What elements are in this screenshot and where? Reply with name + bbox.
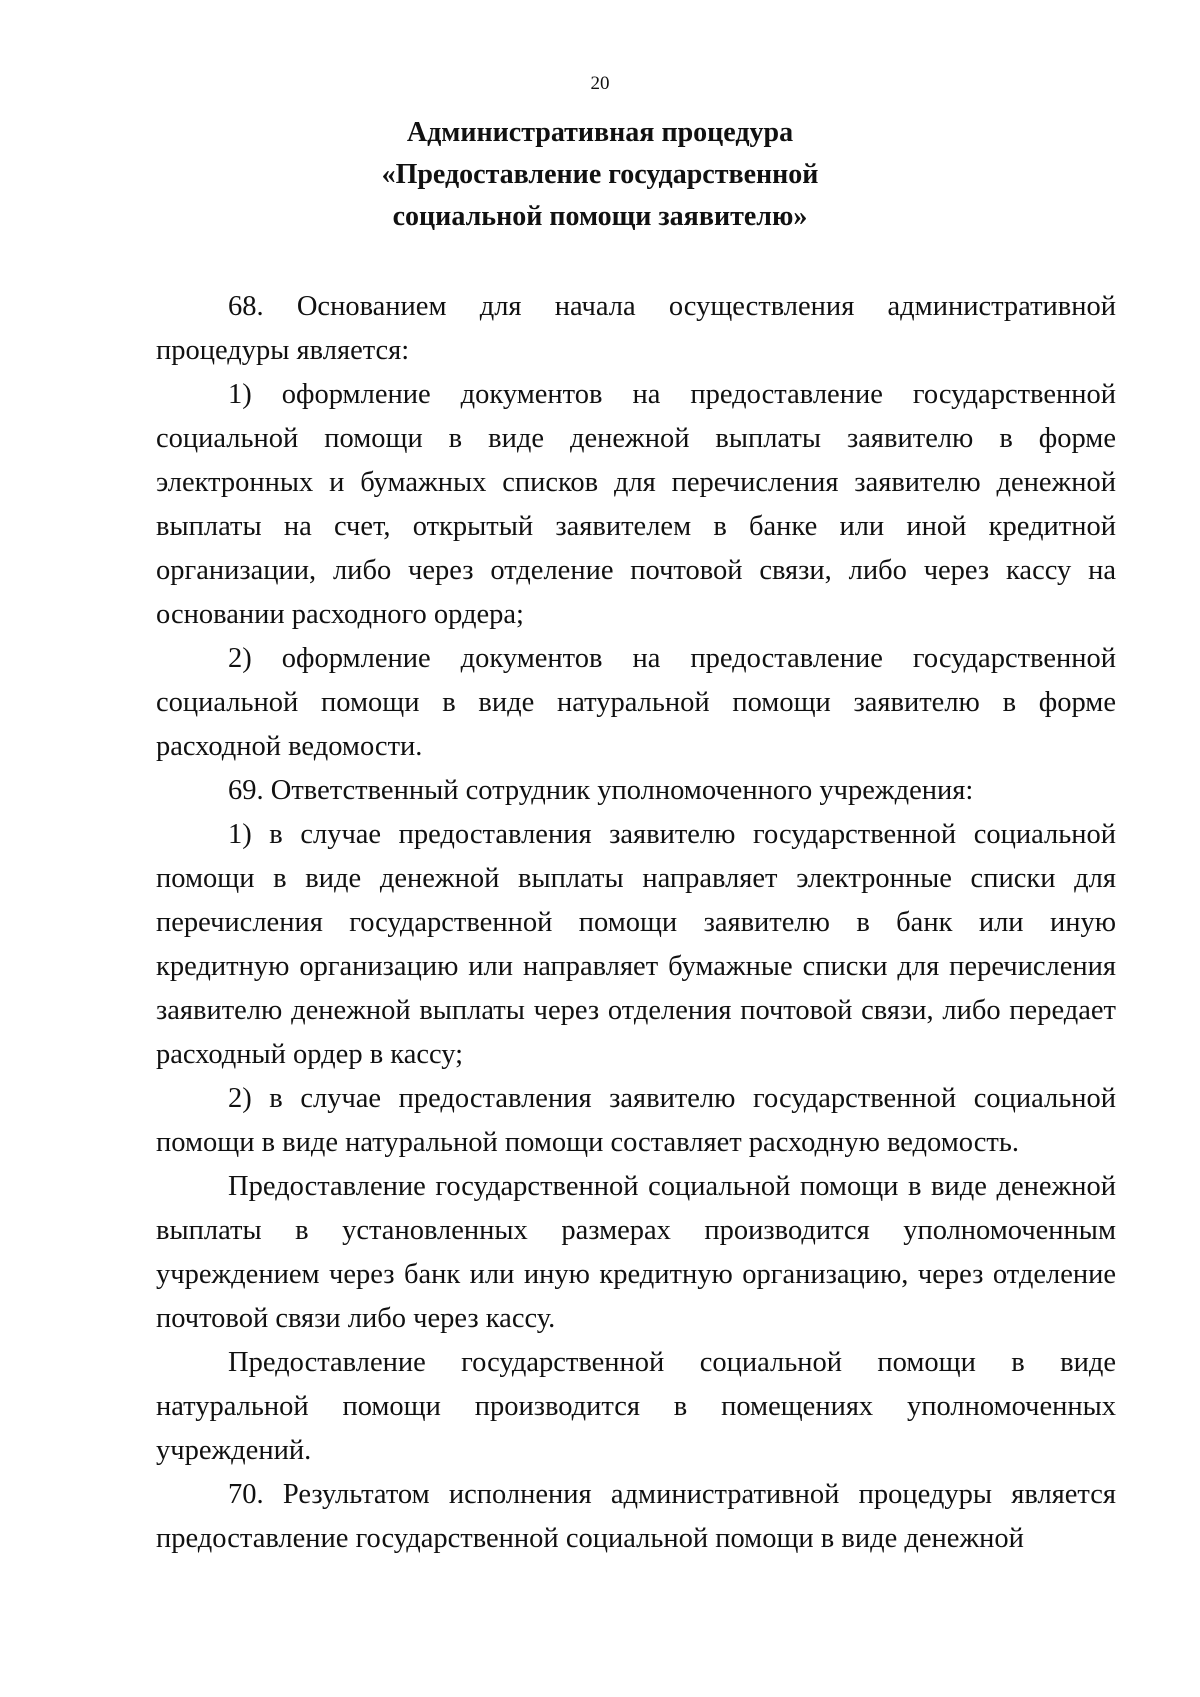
page-number: 20 <box>590 73 610 94</box>
section-heading <box>200 112 1000 238</box>
paragraph-cash-payment: Предоставление государственной социальной помощи в виде денежной выплаты в установленных размерах производится уполномоченным учреждением через банк или иную кредитную организацию, через отделение почтовой связи либо через кассу. <box>156 1171 1116 1334</box>
heading-line: «Предоставление государственной <box>381 159 819 190</box>
paragraph-69-item-2: 2) в случае предоставления заявителю государственной социальной помощи в виде натуральной помощи составляет расходную ведомость. <box>156 1083 1116 1158</box>
paragraph-in-kind-aid: Предоставление государственной социальной помощи в виде натуральной помощи производится в помещениях уполномоченных учреждений. <box>156 1347 1116 1466</box>
paragraph-69: 69. Ответственный сотрудник уполномоченного учреждения: <box>228 775 974 806</box>
heading-line: социальной помощи заявителю» <box>392 201 808 232</box>
paragraph-69-item-1: 1) в случае предоставления заявителю государственной социальной помощи в виде денежной выплаты направляет электронные списки для перечисления государственной помощи заявителю в банк или иную кредитную организацию или направляет бумажные списки для перечисления заявителю денежной выплаты через отделения почтовой связи, либо передает расходный ордер в кассу; <box>156 819 1116 1070</box>
document-body <box>156 285 1116 1561</box>
paragraph-68-item-2: 2) оформление документов на предоставление государственной социальной помощи в виде натуральной помощи заявителю в форме расходной ведомости. <box>156 643 1116 762</box>
paragraph-68-item-1: 1) оформление документов на предоставление государственной социальной помощи в виде денежной выплаты заявителю в форме электронных и бумажных списков для перечисления заявителю денежной выплаты на счет, открытый заявителем в банке или иной кредитной организации, либо через отделение почтовой связи, либо через кассу на основании расходного ордера; <box>156 379 1116 630</box>
heading-line: Административная процедура <box>406 117 794 148</box>
paragraph-70: 70. Результатом исполнения административной процедуры является предоставление государственной социальной помощи в виде денежной <box>156 1479 1116 1554</box>
paragraph-68: 68. Основанием для начала осуществления административной процедуры является: <box>156 291 1116 366</box>
